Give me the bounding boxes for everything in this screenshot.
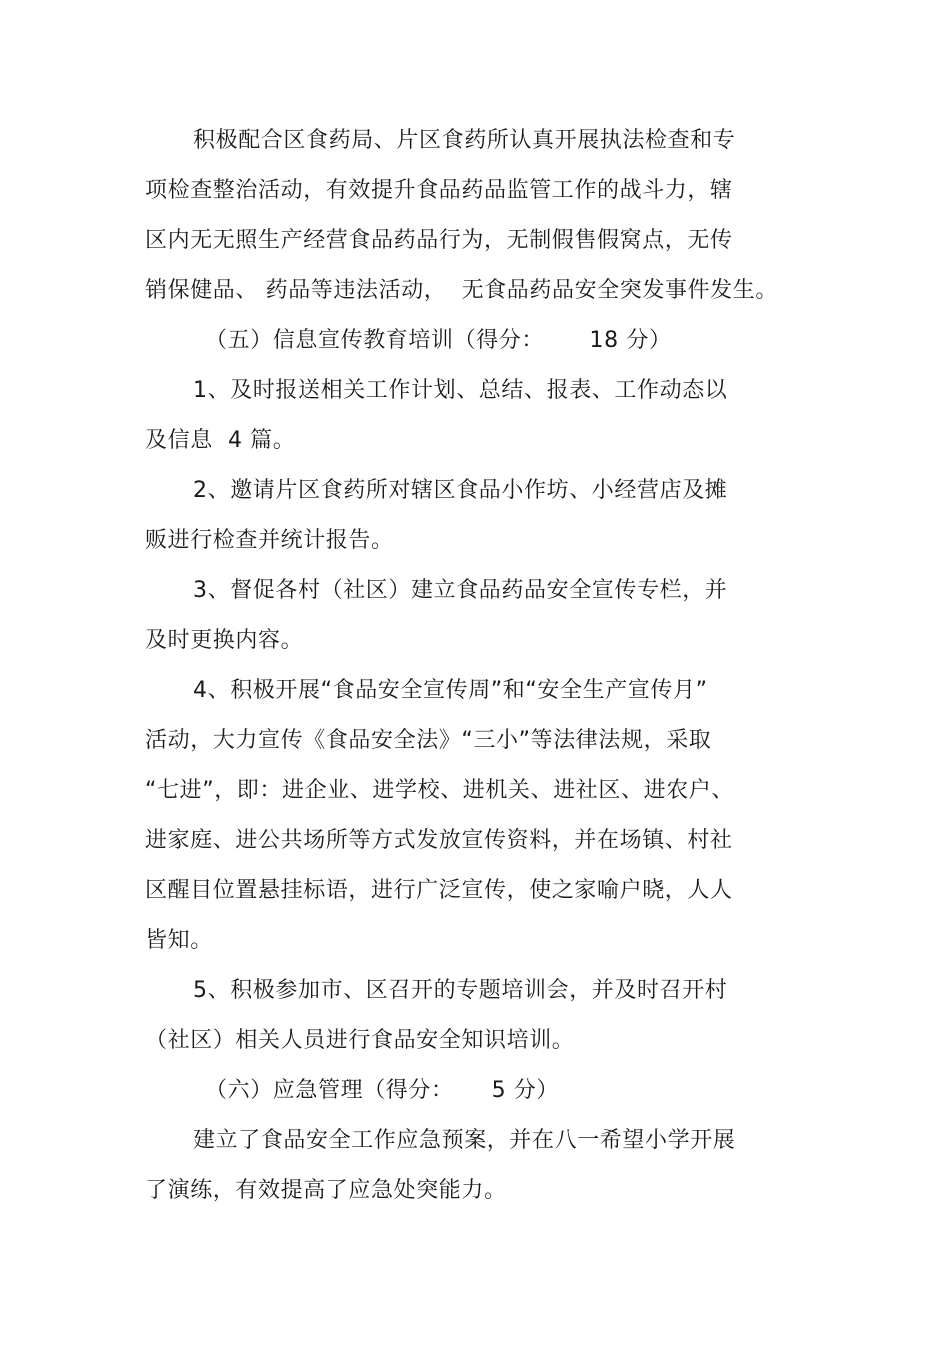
paragraph-line: 4、积极开展“食品安全宣传周”和“安全生产宣传月” [193,678,708,703]
paragraph-line: 及信息 4 篇。 [145,428,296,453]
paragraph-line: 1、及时报送相关工作计划、总结、报表、工作动态以 [193,378,728,403]
paragraph-line: 区醒目位置悬挂标语，进行广泛宣传，使之家喻户晓，人人 [145,878,733,903]
paragraph-line: 2、邀请片区食药所对辖区食品小作坊、小经营店及摊 [193,478,728,503]
paragraph-line: 及时更换内容。 [145,628,304,653]
paragraph-line: 销保健品、 药品等违法活动， 无食品药品安全突发事件发生。 [145,278,778,303]
paragraph-line: 贩进行检查并统计报告。 [145,528,394,553]
paragraph-line: 进家庭、进公共场所等方式发放宣传资料，并在场镇、村社 [145,828,733,853]
paragraph-line: 积极配合区食药局、片区食药所认真开展执法检查和专 [193,128,736,153]
section-heading: （六）应急管理（得分： 5 分） [205,1078,559,1103]
paragraph-line: 区内无无照生产经营食品药品行为，无制假售假窝点，无传 [145,228,733,253]
paragraph-line: 了演练，有效提高了应急处突能力。 [145,1178,507,1203]
paragraph-line: 建立了食品安全工作应急预案，并在八一希望小学开展 [193,1128,736,1153]
paragraph-line: “七进”，即：进企业、进学校、进机关、进社区、进农户、 [145,778,734,803]
paragraph-line: 活动，大力宣传《食品安全法》“三小”等法律法规，采取 [145,728,712,753]
paragraph-line: 项检查整治活动，有效提升食品药品监管工作的战斗力，辖 [145,178,733,203]
paragraph-line: 5、积极参加市、区召开的专题培训会，并及时召开村 [193,978,728,1003]
section-heading: （五）信息宣传教育培训（得分： 18 分） [205,328,672,353]
paragraph-line: （社区）相关人员进行食品安全知识培训。 [145,1028,575,1053]
paragraph-line: 皆知。 [145,928,213,953]
paragraph-line: 3、督促各村（社区）建立食品药品安全宣传专栏，并 [193,578,728,603]
